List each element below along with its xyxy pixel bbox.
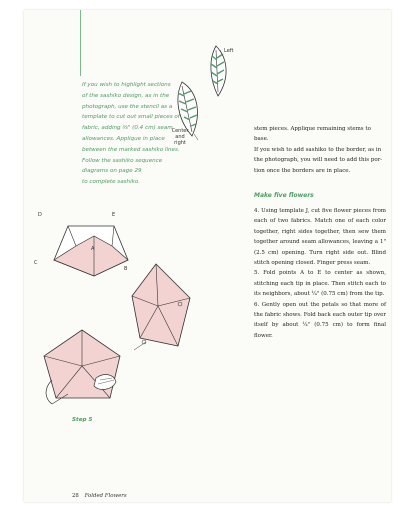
leaf-label-left: Left <box>224 48 234 54</box>
sidebar-line: photograph, use the stencil as a <box>82 103 173 110</box>
pentagon-label-e: E <box>112 212 116 218</box>
pentagon-label-b: B <box>124 266 128 272</box>
sidebar-line: fabric, adding ⅜" (0.4 cm) seam <box>82 125 173 132</box>
sidebar-line: between the marked sashiko lines. <box>82 146 180 153</box>
final-flower-diagram <box>38 328 128 408</box>
body-line: stem pieces. Applique remaining stems to base. <box>254 126 371 143</box>
body-line: tion once the borders are in place. <box>254 167 351 174</box>
body-line: If you wish to add sashiko to the border, as in <box>254 146 382 153</box>
step-caption: Step 5 <box>72 417 93 423</box>
book-page <box>24 10 391 502</box>
sidebar-line: Follow the sashiko sequence diagrams on page 29 <box>82 157 163 175</box>
section-heading: Make five flowers <box>254 192 314 199</box>
pentagon-label-a: A <box>91 246 95 252</box>
step-4-text: 4. Using template J, cut five flower pieces from each of two fabrics. Match one of each color together, right sides together, then sew them together around seam allowances, leaving a 1" (2.5 cm) opening. Turn right side out. Blind stitch opening closed. Finger press seam. <box>254 208 386 267</box>
page-number: 28 <box>72 493 79 499</box>
step-6-text: 6. Gently open out the petals so that more of the fabric shows. Fold back each outer tip over itself by about ¼" (0.75 cm) to form final flower. <box>254 301 386 339</box>
leaf-label-right-line: right <box>174 140 186 146</box>
pentagon-label-d: D <box>38 212 42 218</box>
instructions <box>254 206 386 341</box>
sidebar-line: template to cut out small pieces of <box>82 114 180 121</box>
pentagon-label-c: C <box>34 260 38 266</box>
leaf-label-center-line: Center <box>171 128 189 134</box>
folded-star-diagram <box>126 262 196 350</box>
leaf-label-and-line: and <box>175 134 185 140</box>
sidebar-line: of the sashiko design, as in the <box>82 92 170 99</box>
body-text-top <box>254 124 386 176</box>
sidebar-line: allowances. Applique in place <box>82 135 165 142</box>
margin-rule <box>80 10 81 76</box>
footer-section-title: Folded Flowers <box>84 493 127 499</box>
step-5-text: 5. Fold points A to E to center as shown, stitching each tip in place. Then stitch each to its neighbors, about ¼" (0.75 cm) from the tip. <box>254 270 386 298</box>
sidebar-line: If you wish to highlight sections <box>82 82 171 88</box>
page-footer <box>72 493 127 499</box>
body-line: the photograph, you will need to add this por- <box>254 157 383 164</box>
leaf-label-center <box>167 128 193 146</box>
sidebar-line: to complete sashiko. <box>82 179 141 186</box>
